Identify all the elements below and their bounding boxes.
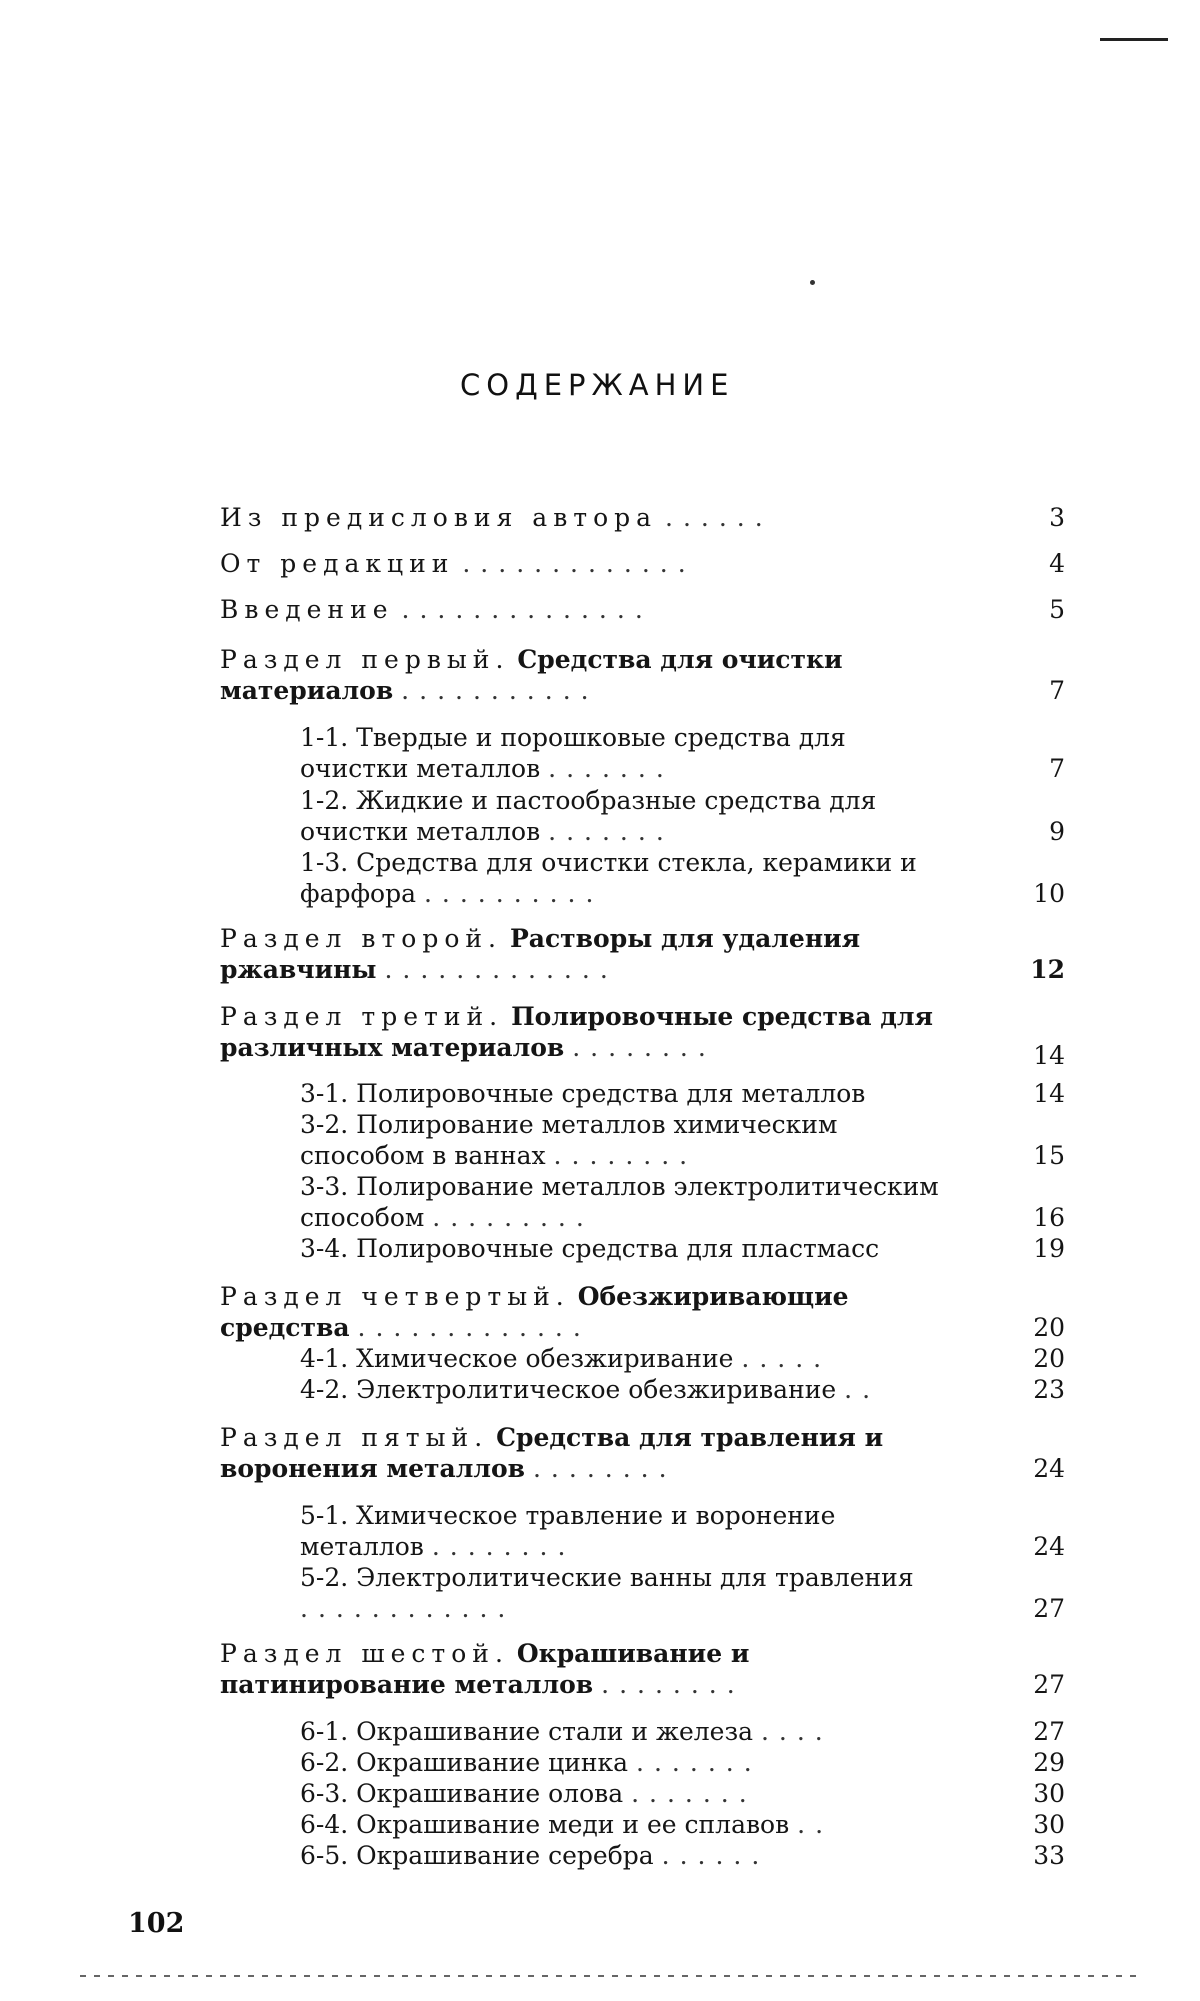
entry-text: 1-1. Твердые и порошковые средства для очистки металлов xyxy=(300,723,846,783)
leader-dots: ....... xyxy=(548,754,674,783)
leader-dots: .............. xyxy=(401,595,653,624)
contents-title: СОДЕРЖАНИЕ xyxy=(460,368,735,402)
leader-dots: ............. xyxy=(462,549,696,578)
page-ref: 27 xyxy=(1033,1594,1065,1623)
page-ref: 5 xyxy=(1049,595,1065,624)
entry-text: 3-3. Полирование металлов электролитическим способом xyxy=(300,1172,939,1232)
leader-dots: .... xyxy=(760,1717,833,1746)
page-ref: 30 xyxy=(1033,1779,1065,1808)
page-ref: 27 xyxy=(1033,1717,1065,1746)
section-label: Раздел шестой. xyxy=(220,1639,509,1668)
page-ref: 23 xyxy=(1033,1375,1065,1404)
section-title: Растворы для удаления ржавчины xyxy=(220,924,861,984)
leader-dots: ..... xyxy=(741,1344,832,1373)
page-ref: 16 xyxy=(1033,1203,1065,1232)
page-ref: 15 xyxy=(1033,1141,1065,1170)
leader-dots: ............ xyxy=(300,1594,516,1623)
page-ref: 33 xyxy=(1033,1841,1065,1870)
entry-text: 6-4. Окрашивание меди и ее сплавов xyxy=(300,1810,790,1839)
section-label: Раздел первый. xyxy=(220,645,510,674)
section-label: Раздел пятый. xyxy=(220,1423,489,1452)
leader-dots: .. xyxy=(797,1810,834,1839)
page-number: 102 xyxy=(128,1908,185,1939)
section-title: Средства для травления и воронения металлов xyxy=(220,1423,884,1483)
entry-text: 1-2. Жидкие и пастообразные средства для очистки металлов xyxy=(300,786,877,846)
leader-dots: .. xyxy=(844,1375,881,1404)
page-ref: 24 xyxy=(1033,1454,1065,1483)
section-title: Средства для очистки материалов xyxy=(220,645,843,705)
page-ref: 30 xyxy=(1033,1810,1065,1839)
leader-dots: .......... xyxy=(423,879,604,908)
page-ref: 7 xyxy=(1049,754,1065,783)
entry-text: От редакции xyxy=(220,549,455,578)
entry-text: 3-2. Полирование металлов химическим способом в ваннах xyxy=(300,1110,838,1170)
leader-dots: ...... xyxy=(665,503,773,532)
entry-text: 4-1. Химическое обезжиривание xyxy=(300,1344,734,1373)
entry-text: Введение xyxy=(220,595,394,624)
page-ref: 19 xyxy=(1033,1234,1065,1263)
page-ref: 29 xyxy=(1033,1748,1065,1777)
entry-text: 6-2. Окрашивание цинка xyxy=(300,1748,629,1777)
leader-dots: ....... xyxy=(636,1748,762,1777)
leader-dots: ....... xyxy=(631,1779,757,1808)
entry-text: 6-3. Окрашивание олова xyxy=(300,1779,624,1808)
entry-text: 1-3. Средства для очистки стекла, керамики и фарфора xyxy=(300,848,917,908)
page-ref: 12 xyxy=(1030,955,1065,984)
leader-dots: ............. xyxy=(384,955,618,984)
section-title: Окрашивание и патинирование металлов xyxy=(220,1639,750,1699)
leader-dots: ......... xyxy=(432,1203,594,1232)
page-ref: 20 xyxy=(1033,1344,1065,1373)
page-ref: 7 xyxy=(1049,676,1065,705)
page-ref: 27 xyxy=(1033,1670,1065,1699)
entry-text: 3-1. Полировочные средства для металлов xyxy=(300,1079,866,1108)
entry-text: 4-2. Электролитическое обезжиривание xyxy=(300,1375,837,1404)
section-title: Полировочные средства для различных материалов xyxy=(220,1002,933,1062)
entry-text: Из предисловия автора xyxy=(220,503,658,532)
entry-text: 3-4. Полировочные средства для пластмасс xyxy=(300,1234,880,1263)
section-label: Раздел третий. xyxy=(220,1002,504,1031)
page-ref: 14 xyxy=(1033,1041,1065,1070)
page-ref: 10 xyxy=(1033,879,1065,908)
page-ref: 9 xyxy=(1049,817,1065,846)
page-ref: 4 xyxy=(1049,549,1065,578)
section-label: Раздел второй. xyxy=(220,924,502,953)
bottom-rule-line xyxy=(80,1975,1140,1977)
entry-text: 5-1. Химическое травление и воронение металлов xyxy=(300,1501,836,1561)
page-ref: 24 xyxy=(1033,1532,1065,1561)
entry-text: 6-5. Окрашивание серебра xyxy=(300,1841,654,1870)
leader-dots: ........ xyxy=(532,1454,677,1483)
entry-text: 6-1. Окрашивание стали и железа xyxy=(300,1717,753,1746)
leader-dots: ........ xyxy=(572,1033,716,1062)
leader-dots: ....... xyxy=(548,817,674,846)
entry-text: 5-2. Электролитические ванны для травления xyxy=(300,1563,914,1592)
section-label: Раздел четвертый. xyxy=(220,1282,570,1311)
leader-dots: ........ xyxy=(553,1141,698,1170)
page-ref: 20 xyxy=(1033,1313,1065,1342)
page-ref: 3 xyxy=(1049,503,1065,532)
leader-dots: ........... xyxy=(401,676,599,705)
leader-dots: ........ xyxy=(431,1532,576,1561)
leader-dots: ........ xyxy=(601,1670,745,1699)
leader-dots: ............. xyxy=(357,1313,591,1342)
leader-dots: ...... xyxy=(661,1841,770,1870)
page-ref: 14 xyxy=(1033,1079,1065,1108)
section-title: Обезжиривающие средства xyxy=(220,1282,849,1342)
